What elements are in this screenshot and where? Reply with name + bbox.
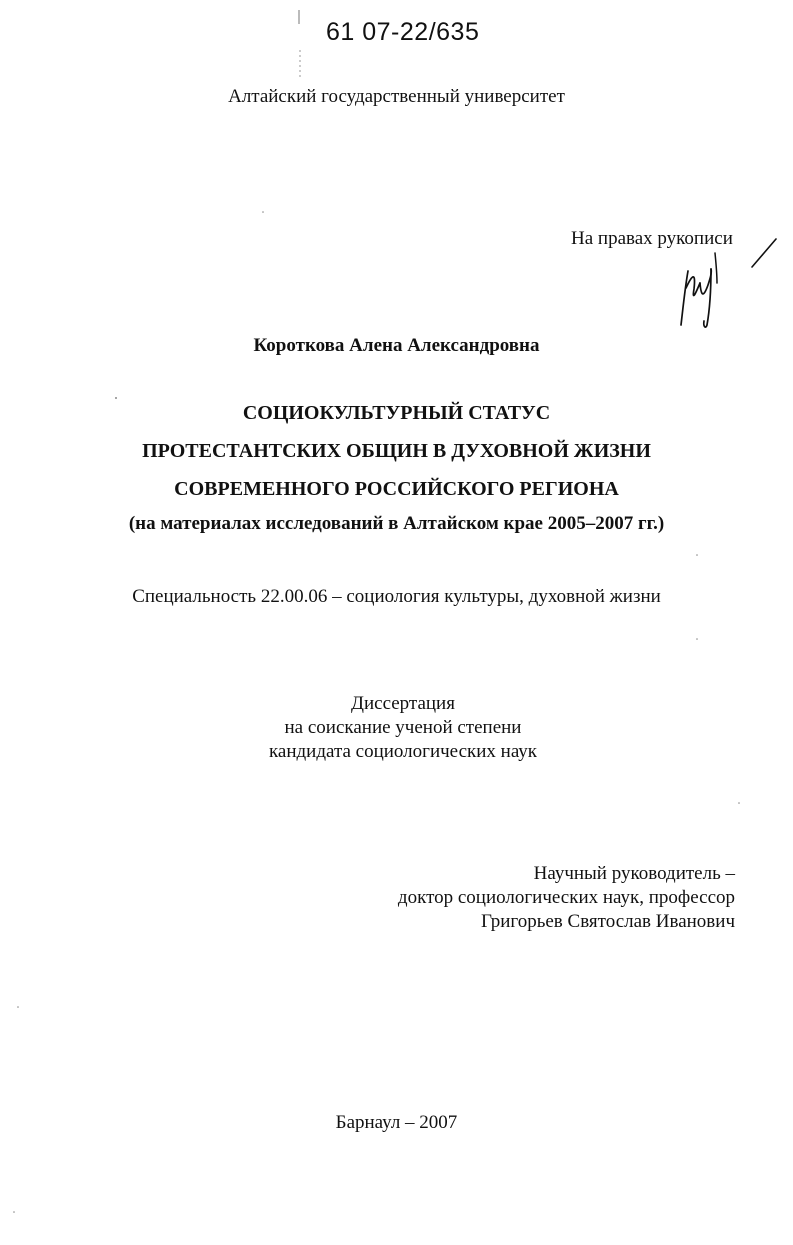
scan-dot bbox=[696, 554, 698, 556]
title-line-3: СОВРЕМЕННОГО РОССИЙСКОГО РЕГИОНА bbox=[174, 478, 619, 500]
scan-dot bbox=[262, 211, 264, 213]
specialty: Специальность 22.00.06 – социология культуры, духовной жизни bbox=[132, 586, 661, 607]
title-line-1: СОЦИОКУЛЬТУРНЫЙ СТАТУС bbox=[242, 402, 551, 424]
title-subtitle: (на материалах исследований в Алтайском крае 2005–2007 гг.) bbox=[128, 513, 665, 534]
supervisor-label: Научный руководитель – bbox=[533, 863, 735, 884]
author-name: Короткова Алена Александровна bbox=[253, 335, 540, 356]
supervisor-degree: доктор социологических наук, профессор bbox=[397, 887, 735, 908]
dissertation-line-3: кандидата социологических наук bbox=[268, 741, 538, 762]
university-name: Алтайский государственный университет bbox=[228, 86, 565, 107]
city-year: Барнаул – 2007 bbox=[335, 1112, 458, 1133]
scan-dot bbox=[13, 1211, 15, 1213]
scan-dot bbox=[17, 1006, 19, 1008]
dissertation-line-1: Диссертация bbox=[351, 693, 455, 714]
title-line-2: ПРОТЕСТАНТСКИХ ОБЩИН В ДУХОВНОЙ ЖИЗНИ bbox=[142, 440, 651, 462]
supervisor-name: Григорьев Святослав Иванович bbox=[480, 911, 735, 932]
dissertation-line-2: на соискание ученой степени bbox=[284, 717, 522, 738]
scan-dot bbox=[738, 802, 740, 804]
scan-dot bbox=[115, 397, 117, 399]
rights-note: На правах рукописи bbox=[571, 228, 733, 249]
scan-dot bbox=[696, 638, 698, 640]
handwritten-signature bbox=[670, 233, 780, 333]
archive-stamp: 61 07-22/635 bbox=[326, 18, 480, 46]
